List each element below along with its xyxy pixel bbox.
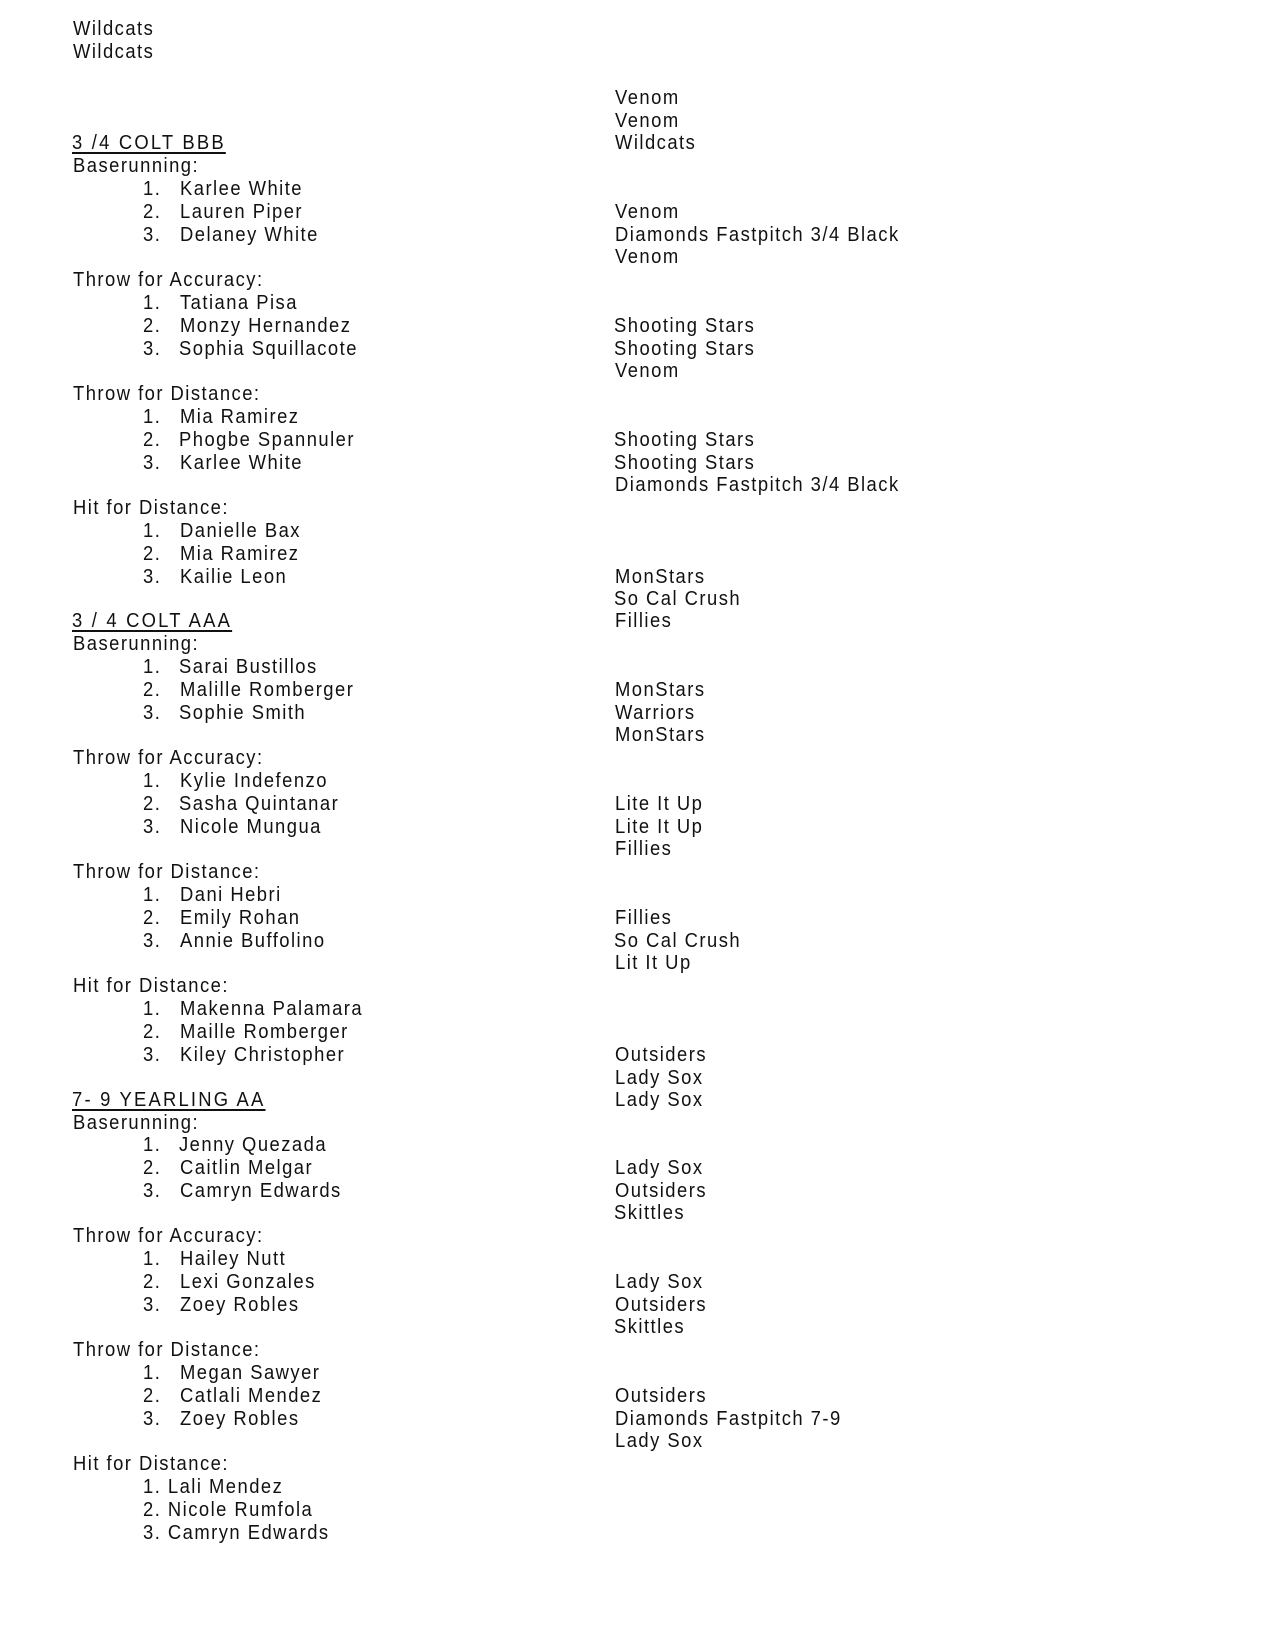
- event-title: Throw for Distance:: [73, 1339, 261, 1361]
- division-heading: 3 /4 COLT BBB: [72, 132, 226, 154]
- team-name: Skittles: [614, 1316, 686, 1338]
- top-line: Wildcats: [73, 41, 155, 63]
- division-heading: 7- 9 YEARLING AA: [72, 1089, 266, 1111]
- team-name: Lady Sox: [615, 1430, 704, 1452]
- event-title: Hit for Distance:: [73, 975, 229, 997]
- place-name: Dani Hebri: [180, 884, 282, 906]
- place-number: 2.: [143, 1021, 162, 1043]
- event-title: Throw for Accuracy:: [73, 269, 264, 291]
- top-line: Wildcats: [73, 18, 155, 40]
- place-number: 2.: [143, 1157, 162, 1179]
- team-name: Venom: [615, 110, 680, 132]
- place-name: Annie Buffolino: [180, 930, 326, 952]
- team-name: Lite It Up: [615, 793, 704, 815]
- team-name: So Cal Crush: [614, 930, 742, 952]
- event-title: Throw for Distance:: [73, 383, 261, 405]
- place-name: Zoey Robles: [180, 1408, 300, 1430]
- place-name: Mia Ramirez: [180, 406, 300, 428]
- place-number: 1.: [143, 292, 162, 314]
- place-name: Sophie Smith: [179, 702, 307, 724]
- team-name: Lady Sox: [615, 1157, 704, 1179]
- place-number: 3.: [143, 702, 162, 724]
- place-number: 1.: [143, 1248, 162, 1270]
- team-name: Outsiders: [615, 1385, 707, 1407]
- place-name: Sarai Bustillos: [179, 656, 318, 678]
- place-number: 2.: [143, 543, 162, 565]
- team-name: Diamonds Fastpitch 7-9: [615, 1408, 842, 1430]
- place-number: 1.: [143, 1362, 162, 1384]
- place-number: 3.: [143, 1294, 162, 1316]
- place-name: Tatiana Pisa: [180, 292, 298, 314]
- place-name: 1. Lali Mendez: [143, 1476, 284, 1498]
- place-number: 3.: [143, 1044, 162, 1066]
- place-name: Malille Romberger: [180, 679, 355, 701]
- team-name: Shooting Stars: [614, 338, 756, 360]
- place-number: 1.: [143, 406, 162, 428]
- place-number: 3.: [143, 224, 162, 246]
- place-number: 3.: [143, 338, 162, 360]
- team-name: Lite It Up: [615, 816, 704, 838]
- team-name: Wildcats: [615, 132, 697, 154]
- place-name: Monzy Hernandez: [180, 315, 352, 337]
- team-name: Lady Sox: [615, 1271, 704, 1293]
- team-name: So Cal Crush: [614, 588, 742, 610]
- team-name: Fillies: [615, 907, 673, 929]
- place-number: 3.: [143, 930, 162, 952]
- team-name: Fillies: [615, 610, 673, 632]
- place-number: 3.: [143, 1408, 162, 1430]
- place-name: Mia Ramirez: [180, 543, 300, 565]
- event-title: Hit for Distance:: [73, 1453, 229, 1475]
- place-number: 3.: [143, 1180, 162, 1202]
- place-number: 2.: [143, 907, 162, 929]
- team-name: Shooting Stars: [614, 429, 756, 451]
- place-name: Sophia Squillacote: [179, 338, 358, 360]
- place-number: 2.: [143, 793, 162, 815]
- event-title: Throw for Accuracy:: [73, 747, 264, 769]
- place-number: 2.: [143, 679, 162, 701]
- place-number: 1.: [143, 1134, 162, 1156]
- team-name: Lady Sox: [615, 1089, 704, 1111]
- place-name: Karlee White: [180, 178, 304, 200]
- place-number: 2.: [143, 1385, 162, 1407]
- division-heading: 3 / 4 COLT AAA: [72, 610, 233, 632]
- place-name: Caitlin Melgar: [180, 1157, 314, 1179]
- team-name: Warriors: [615, 702, 696, 724]
- place-number: 3.: [143, 452, 162, 474]
- place-number: 3.: [143, 566, 162, 588]
- place-number: 1.: [143, 770, 162, 792]
- place-name: Delaney White: [180, 224, 319, 246]
- team-name: Diamonds Fastpitch 3/4 Black: [615, 224, 900, 246]
- place-number: 1.: [143, 656, 162, 678]
- place-number: 2.: [143, 315, 162, 337]
- place-name: 2. Nicole Rumfola: [143, 1499, 314, 1521]
- team-name: Venom: [615, 201, 680, 223]
- team-name: Lit It Up: [615, 952, 692, 974]
- place-name: Lauren Piper: [180, 201, 304, 223]
- team-name: Shooting Stars: [614, 452, 756, 474]
- place-number: 1.: [143, 884, 162, 906]
- place-name: Zoey Robles: [180, 1294, 300, 1316]
- team-name: MonStars: [615, 566, 706, 588]
- team-name: Outsiders: [615, 1294, 707, 1316]
- place-name: Kylie Indefenzo: [180, 770, 328, 792]
- place-name: Lexi Gonzales: [180, 1271, 316, 1293]
- team-name: Shooting Stars: [614, 315, 756, 337]
- place-name: Kiley Christopher: [180, 1044, 346, 1066]
- place-name: 3. Camryn Edwards: [143, 1522, 330, 1544]
- team-name: Outsiders: [615, 1044, 707, 1066]
- place-number: 1.: [143, 998, 162, 1020]
- event-title: Hit for Distance:: [73, 497, 229, 519]
- place-name: Maille Romberger: [180, 1021, 349, 1043]
- place-number: 2.: [143, 429, 162, 451]
- team-name: Lady Sox: [615, 1067, 704, 1089]
- place-name: Karlee White: [180, 452, 304, 474]
- place-name: Sasha Quintanar: [179, 793, 340, 815]
- team-name: Venom: [615, 87, 680, 109]
- place-name: Phogbe Spannuler: [179, 429, 355, 451]
- place-name: Camryn Edwards: [180, 1180, 342, 1202]
- place-number: 1.: [143, 178, 162, 200]
- team-name: Skittles: [614, 1202, 686, 1224]
- place-name: Jenny Quezada: [179, 1134, 328, 1156]
- place-name: Nicole Mungua: [180, 816, 322, 838]
- place-name: Catlali Mendez: [180, 1385, 323, 1407]
- place-number: 3.: [143, 816, 162, 838]
- place-name: Danielle Bax: [180, 520, 301, 542]
- place-number: 1.: [143, 520, 162, 542]
- place-name: Kailie Leon: [180, 566, 288, 588]
- event-title: Baserunning:: [73, 1112, 200, 1134]
- team-name: MonStars: [615, 724, 706, 746]
- team-name: Venom: [615, 360, 680, 382]
- event-title: Throw for Distance:: [73, 861, 261, 883]
- event-title: Throw for Accuracy:: [73, 1225, 264, 1247]
- place-name: Makenna Palamara: [180, 998, 364, 1020]
- team-name: Diamonds Fastpitch 3/4 Black: [615, 474, 900, 496]
- place-name: Hailey Nutt: [180, 1248, 287, 1270]
- event-title: Baserunning:: [73, 155, 200, 177]
- team-name: Venom: [615, 246, 680, 268]
- team-name: Outsiders: [615, 1180, 707, 1202]
- place-number: 2.: [143, 1271, 162, 1293]
- team-name: Fillies: [615, 838, 673, 860]
- place-name: Emily Rohan: [180, 907, 301, 929]
- event-title: Baserunning:: [73, 633, 200, 655]
- place-number: 2.: [143, 201, 162, 223]
- team-name: MonStars: [615, 679, 706, 701]
- place-name: Megan Sawyer: [180, 1362, 321, 1384]
